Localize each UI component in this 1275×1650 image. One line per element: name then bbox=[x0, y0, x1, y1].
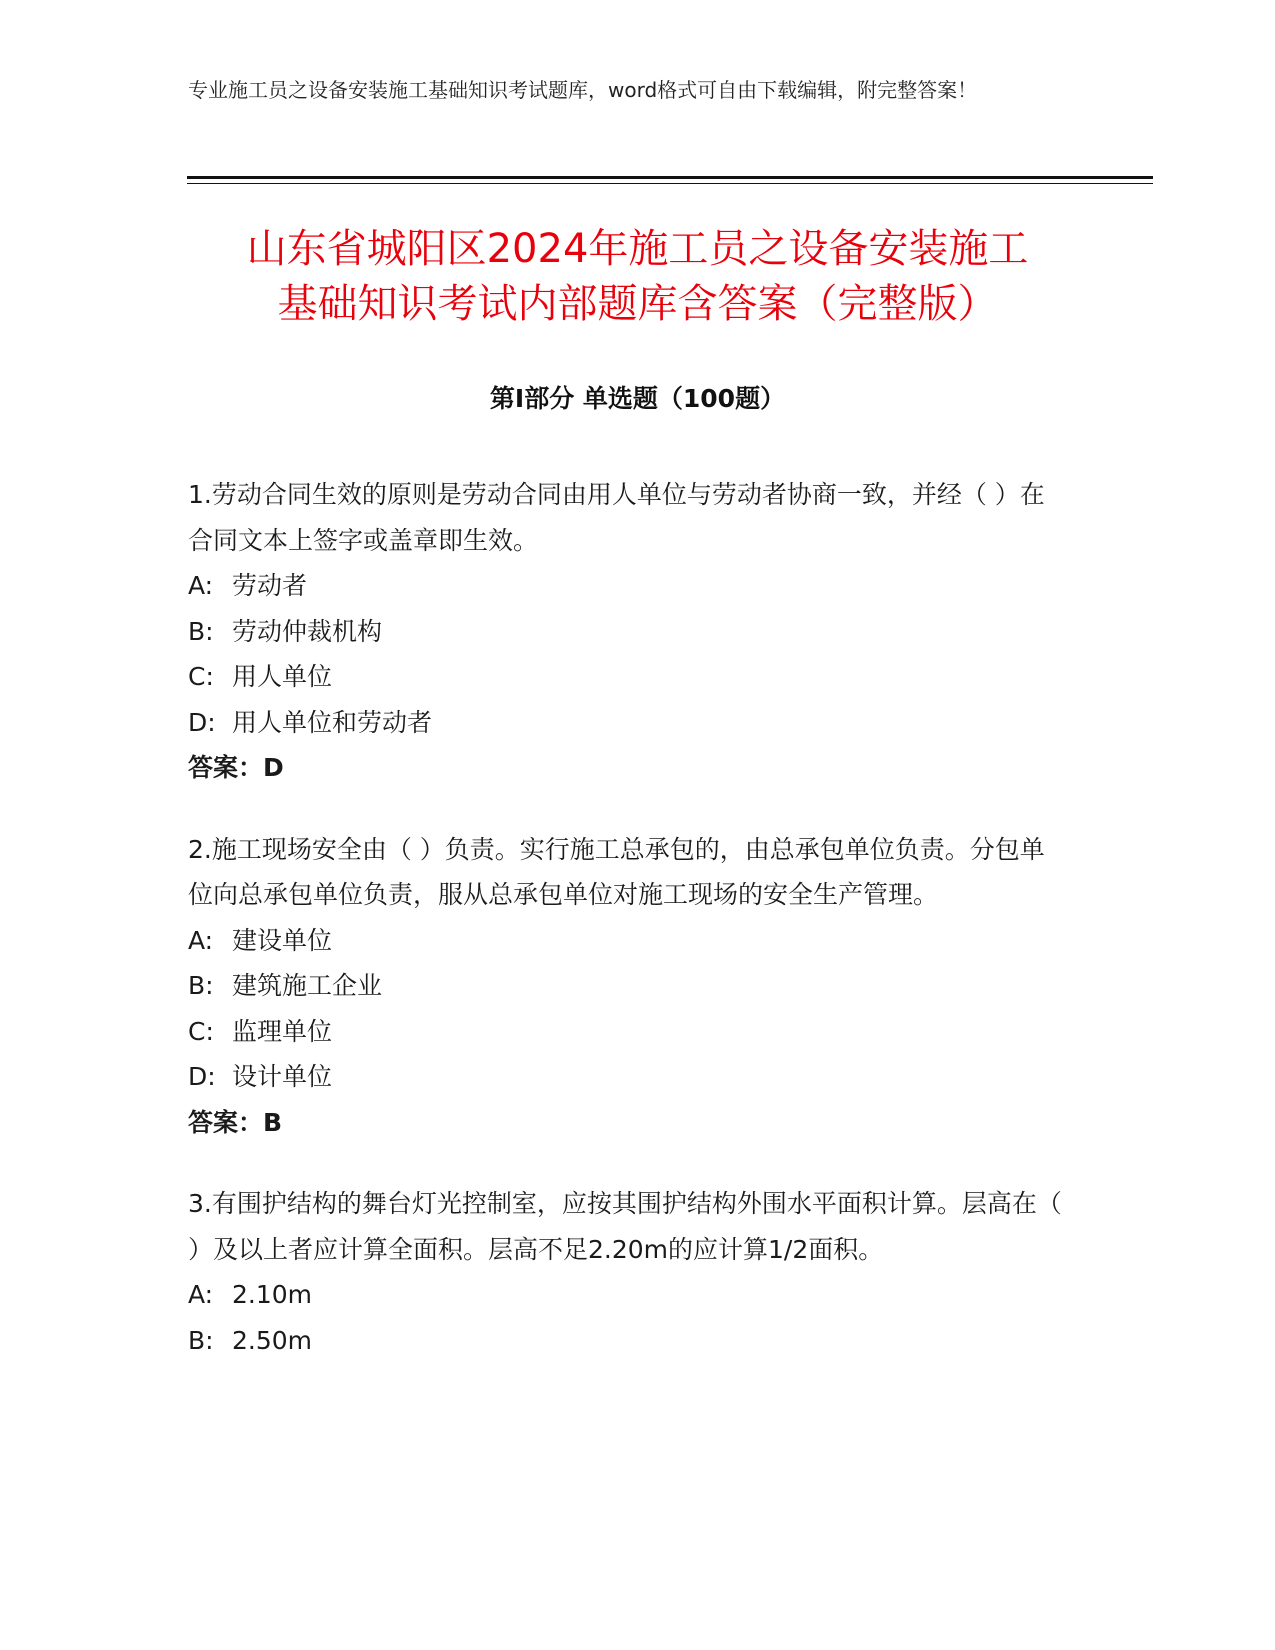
option-text: 建设单位 bbox=[232, 925, 333, 955]
question-1 bbox=[188, 472, 1068, 791]
option-d bbox=[188, 1054, 1068, 1100]
question-stem: 1.劳动合同生效的原则是劳动合同由用人单位与劳动者协商一致，并经（ ）在合同文本上签字或盖章即生效。 bbox=[188, 480, 1045, 555]
option-c bbox=[188, 654, 1068, 700]
option-text: 用人单位 bbox=[232, 662, 333, 691]
document-title-line-1: 山东省城阳区2024年施工员之设备安装施工 bbox=[246, 226, 1029, 272]
answer-label: 答案：D bbox=[188, 753, 284, 782]
option-letter: A: bbox=[188, 571, 214, 600]
option-c bbox=[188, 1009, 1068, 1055]
question-list bbox=[188, 472, 1068, 1399]
option-a bbox=[188, 918, 1068, 964]
header-note: 专业施工员之设备安装施工基础知识考试题库，word格式可自由下载编辑，附完整答案！ bbox=[188, 78, 978, 102]
option-b bbox=[188, 609, 1068, 655]
question-2 bbox=[188, 827, 1068, 1146]
header-divider-thick bbox=[187, 176, 1153, 179]
option-b bbox=[188, 963, 1068, 1009]
option-letter: A: bbox=[188, 1280, 214, 1309]
option-letter: C: bbox=[188, 1016, 214, 1046]
header-divider-thin bbox=[187, 183, 1153, 184]
option-letter: D: bbox=[188, 1062, 216, 1091]
document-title bbox=[150, 222, 1125, 332]
question-3 bbox=[188, 1181, 1068, 1363]
option-text: 劳动仲裁机构 bbox=[232, 616, 383, 646]
document-title-line-2: 基础知识考试内部题库含答案（完整版） bbox=[277, 281, 998, 327]
option-text: 监理单位 bbox=[232, 1016, 333, 1046]
option-text: 用人单位和劳动者 bbox=[232, 707, 433, 737]
option-text: 建筑施工企业 bbox=[232, 971, 383, 1000]
question-stem: 2.施工现场安全由（ ）负责。实行施工总承包的，由总承包单位负责。分包单位向总承包单位负责，服从总承包单位对施工现场的安全生产管理。 bbox=[188, 834, 1045, 909]
section-heading: 第Ⅰ部分 单选题（100题） bbox=[489, 384, 786, 413]
question-stem: 3.有围护结构的舞台灯光控制室，应按其围护结构外围水平面积计算。层高在（ ）及以上者应计算全面积。层高不足2.20m的应计算1/2面积。 bbox=[188, 1189, 1062, 1264]
option-letter: B: bbox=[188, 971, 214, 1000]
answer-label: 答案：B bbox=[188, 1107, 283, 1137]
option-letter: C: bbox=[188, 662, 214, 691]
option-letter: B: bbox=[188, 616, 214, 646]
option-text: 劳动者 bbox=[232, 571, 308, 600]
option-text: 设计单位 bbox=[232, 1062, 333, 1091]
option-text: 2.50m bbox=[232, 1325, 313, 1355]
option-letter: A: bbox=[188, 925, 214, 955]
option-text: 2.10m bbox=[232, 1280, 313, 1309]
option-b bbox=[188, 1318, 1068, 1364]
option-a bbox=[188, 1272, 1068, 1318]
option-letter: B: bbox=[188, 1325, 214, 1355]
option-d bbox=[188, 700, 1068, 746]
option-a bbox=[188, 563, 1068, 609]
option-letter: D: bbox=[188, 707, 216, 737]
